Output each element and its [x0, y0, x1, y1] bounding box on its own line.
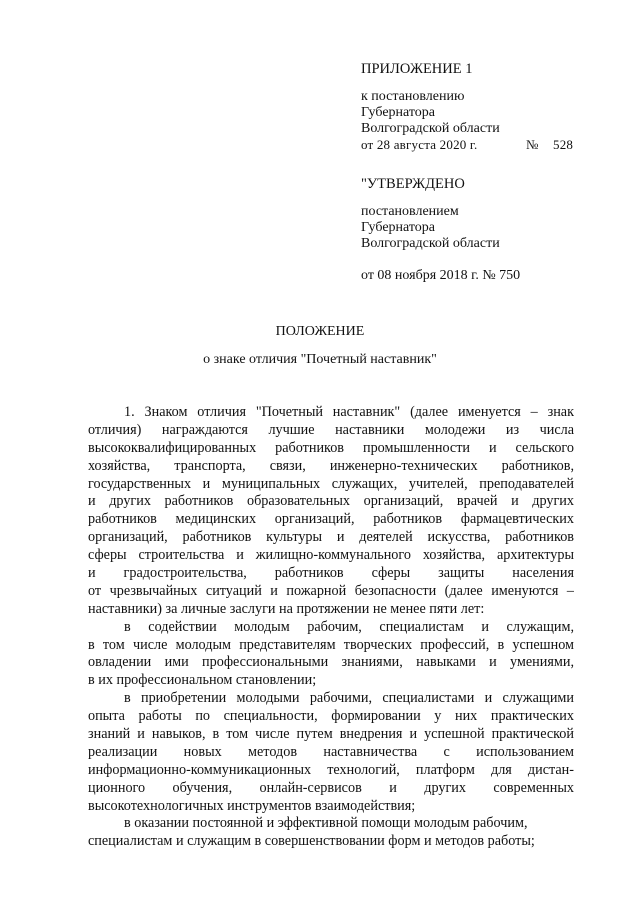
appendix-line-3: Волгоградской области [361, 121, 500, 136]
appendix-block [361, 61, 500, 137]
body-line: в оказании постоянной и эффективной помощи молодым рабочим, [124, 815, 528, 832]
body-line: государственных и муниципальных служащих, учителей, преподавателей [88, 475, 574, 492]
body-line: специалистам и служащим в совершенствовании форм и методов работы; [88, 833, 535, 850]
body-line: работников медицинских организаций, работников фармацевтических [88, 511, 574, 528]
appendix-line-1: к постановлению [361, 89, 465, 104]
appendix-number-label: № [526, 137, 539, 152]
body-line: овладении ими профессиональными знаниями, навыками и умениями, [88, 654, 574, 671]
appendix-heading: ПРИЛОЖЕНИЕ 1 [361, 61, 473, 77]
approved-block [361, 176, 520, 284]
approved-date-line: от 08 ноября 2018 г. № 750 [361, 268, 521, 283]
body-line: хозяйства, транспорта, связи, инженерно-технических работников, [88, 457, 574, 474]
body-line: опыта работы по специальности, формировании у них практических [88, 708, 574, 725]
body-line: отличия) награждаются лучшие наставники молодежи из числа [88, 421, 574, 438]
body-line: высокотехнологичных инструментов взаимодействия; [88, 797, 416, 814]
appendix-line-2: Губернатора [361, 105, 436, 120]
document-body [88, 404, 574, 851]
body-line: сферы строительства и жилищно-коммунального хозяйства, архитектуры [88, 547, 574, 564]
body-line: в содействии молодым рабочим, специалистам и служащим, [124, 618, 574, 635]
body-line: организаций, работников культуры и деятелей искусства, работников [88, 529, 574, 546]
document-subtitle: о знаке отличия "Почетный наставник" [203, 352, 437, 367]
appendix-date: от 28 августа 2020 г. [361, 137, 478, 152]
body-line: ционного обучения, онлайн-сервисов и других современных [88, 779, 574, 796]
body-line: в их профессиональном становлении; [88, 672, 317, 689]
body-line: и градостроительства, работников сферы защиты населения [88, 565, 574, 582]
document-title: ПОЛОЖЕНИЕ [275, 324, 365, 339]
body-line: знаний и навыков, в том числе путем внедрения и успешной практической [88, 726, 574, 743]
approved-line-1: постановлением [361, 204, 459, 219]
body-line: высококвалифицированных работников промышленности и сельского [88, 439, 574, 456]
body-line: 1. Знаком отличия "Почетный наставник" (далее именуется – знак [124, 404, 574, 420]
body-line: и других работников образовательных организаций, врачей и других [88, 493, 574, 510]
body-line: в том числе молодым представителям творческих профессий, в успешном [88, 636, 574, 653]
body-line: в приобретении молодыми рабочими, специалистами и служащими [124, 690, 574, 707]
body-line: реализации новых методов наставничества с использованием [88, 743, 574, 760]
appendix-number: 528 [553, 137, 574, 152]
approved-line-2: Губернатора [361, 220, 436, 235]
approved-heading: "УТВЕРЖДЕНО [361, 176, 465, 192]
approved-line-3: Волгоградской области [361, 236, 500, 251]
body-line: от чрезвычайных ситуаций и пожарной безопасности (далее именуются – [88, 582, 574, 599]
body-line: информационно-коммуникационных технологий, платформ для дистан- [88, 761, 574, 778]
body-line: наставники) за личные заслуги на протяжении не менее пяти лет: [88, 600, 485, 617]
